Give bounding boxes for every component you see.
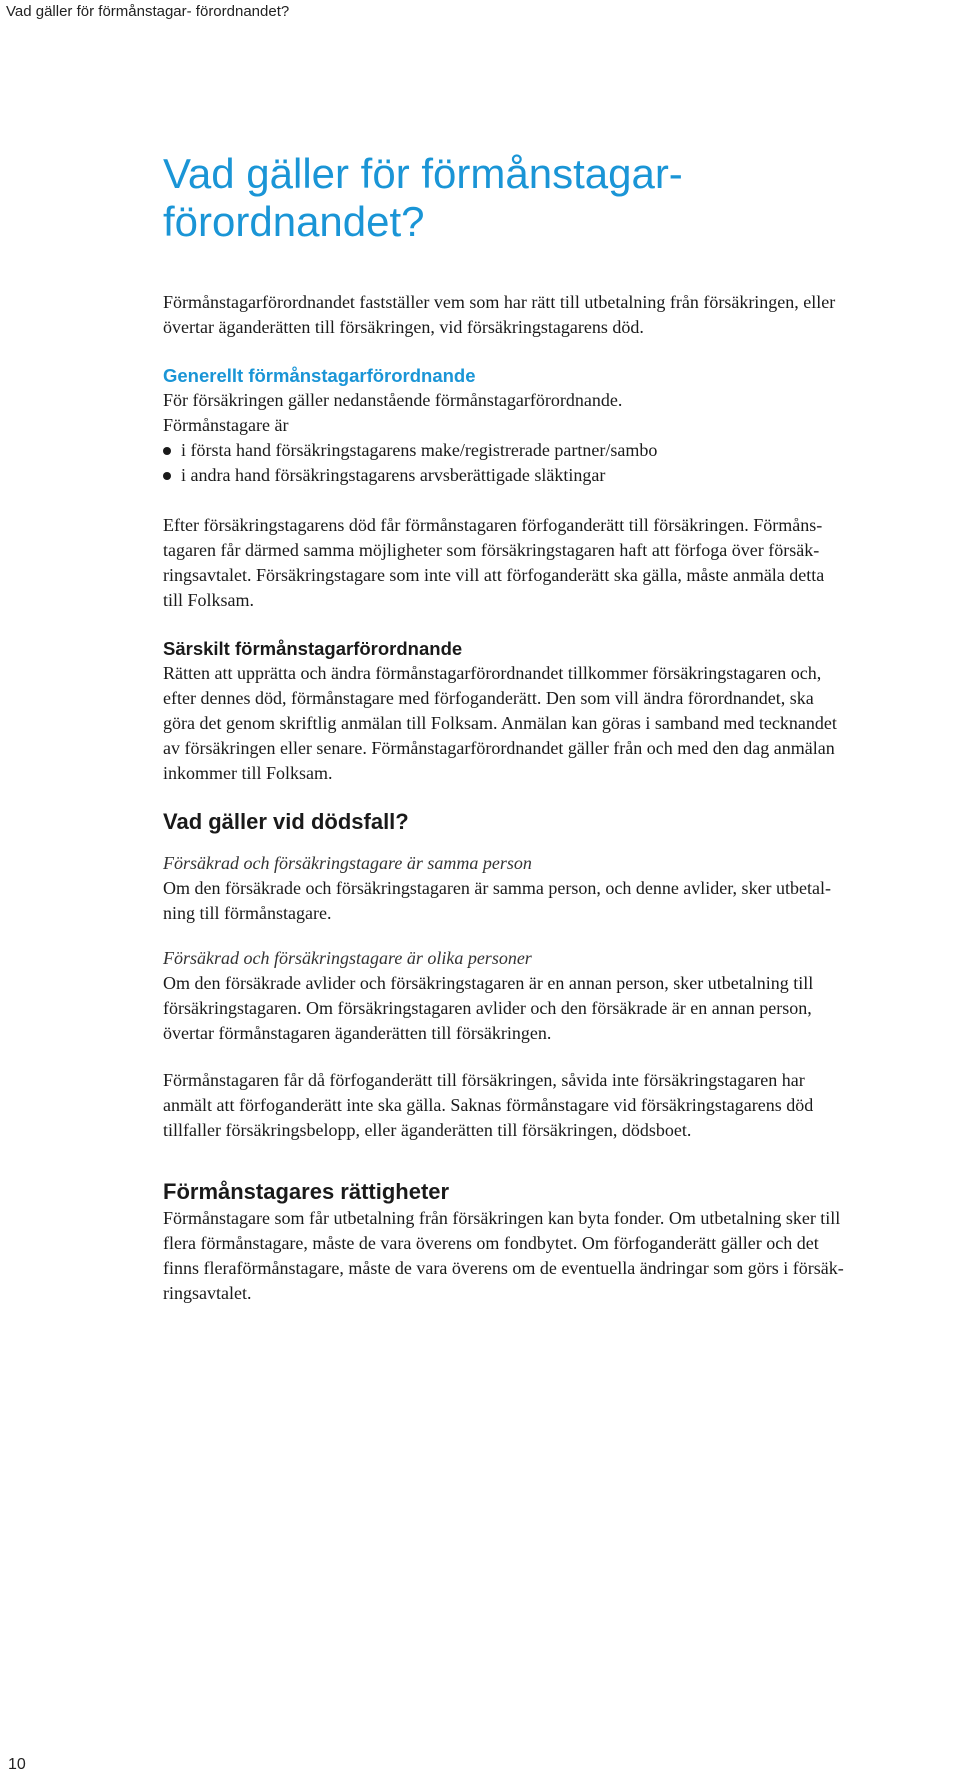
page-title bbox=[163, 150, 948, 246]
intro-line: Förmånstagarförordnandet fastställer vem som har rätt till utbetalning från försäkringen, eller bbox=[163, 292, 836, 312]
paragraph-line: Om den försäkrade avlider och försäkringstagaren är en annan person, sker utbetalning till bbox=[163, 973, 814, 993]
page-title-line-2: förordnandet? bbox=[163, 198, 425, 245]
disposal-right-paragraph bbox=[163, 513, 948, 613]
paragraph-line: av försäkringen eller senare. Förmånstagarförordnandet gäller från och med den dag anmälan bbox=[163, 738, 835, 758]
paragraph-line: efter dennes död, förmånstagare med förfoganderätt. Den som vill ändra förordnandet, ska bbox=[163, 688, 814, 708]
paragraph-line: Efter försäkringstagarens död får förmånstagaren förfoganderätt till försäkringen. Förmåns- bbox=[163, 515, 823, 535]
death-heading: Vad gäller vid dödsfall? bbox=[163, 809, 409, 834]
list-item bbox=[163, 463, 948, 488]
general-paragraph bbox=[163, 388, 948, 438]
page-title-line-1: Vad gäller för förmånstagar- bbox=[163, 150, 683, 197]
paragraph-line: flera förmånstagare, måste de vara överens om fondbytet. Om förfoganderätt gäller och det bbox=[163, 1233, 819, 1253]
same-person-paragraph bbox=[163, 876, 948, 926]
paragraph-line: försäkringstagaren. Om försäkringstagaren avlider och den försäkrade är en annan person, bbox=[163, 998, 812, 1018]
running-head: Vad gäller för förmånstagar- förordnandet? bbox=[6, 3, 290, 20]
paragraph-line: Om den försäkrade och försäkringstagaren är samma person, och denne avlider, sker utbetal- bbox=[163, 878, 832, 898]
paragraph-line: övertar förmånstagaren äganderätten till försäkringen. bbox=[163, 1023, 552, 1043]
paragraph-line: tagaren får därmed samma möjligheter som försäkringstagaren haft att förfoga över försäk- bbox=[163, 540, 820, 560]
special-heading: Särskilt förmånstagarförordnande bbox=[163, 638, 463, 659]
general-heading: Generellt förmånstagarförordnande bbox=[163, 365, 476, 386]
paragraph-line: anmält att förfoganderätt inte ska gälla. Saknas förmånstagare vid försäkringstagarens död bbox=[163, 1095, 814, 1115]
rights-paragraph bbox=[163, 1206, 948, 1306]
different-persons-paragraph bbox=[163, 971, 948, 1046]
general-line: För försäkringen gäller nedanstående förmånstagarförordnande. bbox=[163, 390, 623, 410]
paragraph-line: ringsavtalet. bbox=[163, 1283, 252, 1303]
general-line: Förmånstagare är bbox=[163, 415, 289, 435]
list-item bbox=[163, 438, 948, 463]
paragraph-line: till Folksam. bbox=[163, 590, 255, 610]
closing-paragraph bbox=[163, 1068, 948, 1143]
list-item-text: i andra hand försäkringstagarens arvsberättigade släktingar bbox=[181, 465, 606, 485]
same-person-heading: Försäkrad och försäkringstagare är samma person bbox=[163, 853, 532, 873]
bullet-icon bbox=[163, 447, 171, 455]
paragraph-line: ning till förmånstagare. bbox=[163, 903, 332, 923]
page-number: 10 bbox=[8, 1756, 26, 1773]
paragraph-line: Förmånstagare som får utbetalning från försäkringen kan byta fonder. Om utbetalning sker till bbox=[163, 1208, 841, 1228]
paragraph-line: göra det genom skriftlig anmälan till Folksam. Anmälan kan göras i samband med tecknandet bbox=[163, 713, 837, 733]
paragraph-line: ringsavtalet. Försäkringstagare som inte vill att förfoganderätt ska gälla, måste anmäla detta bbox=[163, 565, 825, 585]
list-item-text: i första hand försäkringstagarens make/registrerade partner/sambo bbox=[181, 440, 658, 460]
paragraph-line: Förmånstagaren får då förfoganderätt till försäkringen, såvida inte försäkringstagaren har bbox=[163, 1070, 805, 1090]
special-paragraph bbox=[163, 661, 948, 786]
paragraph-line: tillfaller försäkringsbelopp, eller äganderätten till försäkringen, dödsboet. bbox=[163, 1120, 692, 1140]
intro-paragraph bbox=[163, 290, 948, 340]
page-content bbox=[163, 150, 948, 1306]
paragraph-line: Rätten att upprätta och ändra förmånstagarförordnandet tillkommer försäkringstagaren och, bbox=[163, 663, 822, 683]
beneficiary-list bbox=[163, 438, 948, 488]
paragraph-line: inkommer till Folksam. bbox=[163, 763, 333, 783]
intro-line: övertar äganderätten till försäkringen, vid försäkringstagarens död. bbox=[163, 317, 644, 337]
paragraph-line: finns fleraförmånstagare, måste de vara överens om de eventuella ändringar som görs i försäk- bbox=[163, 1258, 844, 1278]
different-persons-heading: Försäkrad och försäkringstagare är olika personer bbox=[163, 948, 532, 968]
bullet-icon bbox=[163, 472, 171, 480]
rights-heading: Förmånstagares rättigheter bbox=[163, 1179, 450, 1204]
